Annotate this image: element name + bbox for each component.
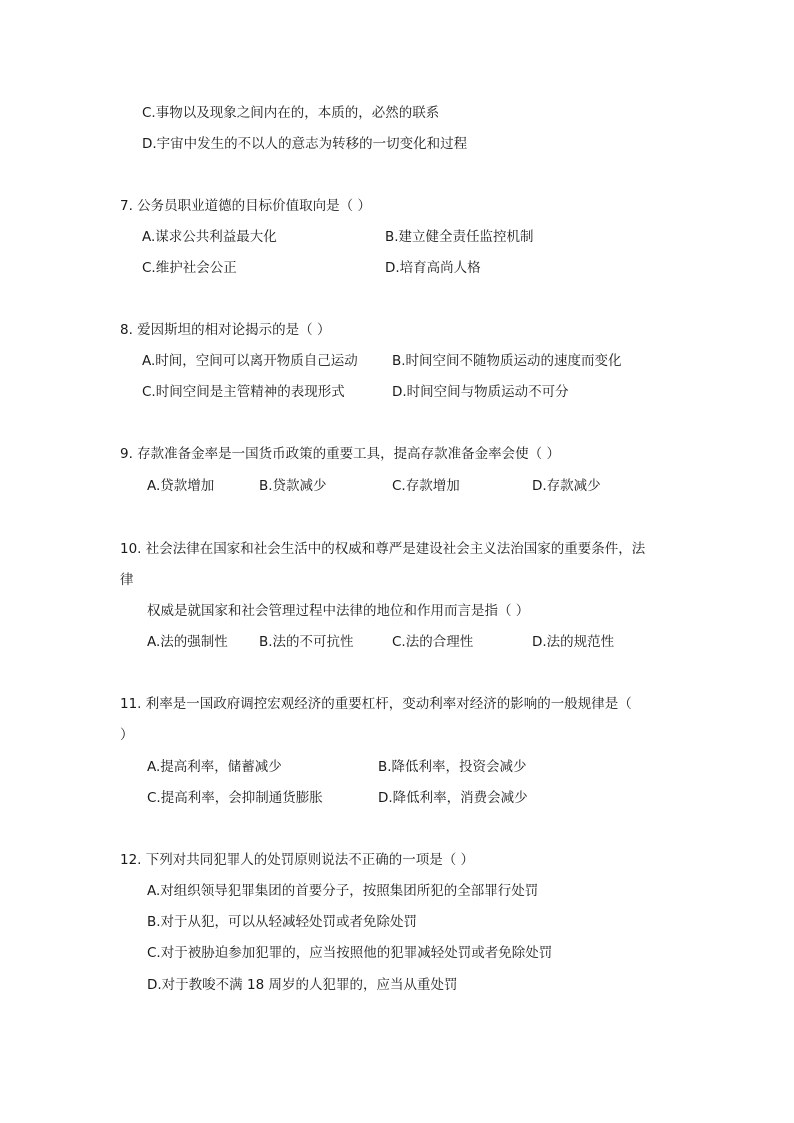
q11-stem-line-1: 11. 利率是一国政府调控宏观经济的重要杠杆，变动利率对经济的影响的一般规律是（ — [120, 696, 632, 712]
q11-option-b: B.降低利率，投资会减少 — [378, 759, 527, 775]
q8-option-a: A.时间，空间可以离开物质自己运动 — [142, 353, 358, 369]
q11-stem-line-2: ） — [120, 727, 134, 743]
q10-option-b: B.法的不可抗性 — [259, 634, 354, 650]
q10-option-d: D.法的规范性 — [532, 634, 615, 650]
q12-option-b: B.对于从犯，可以从轻减轻处罚或者免除处罚 — [147, 914, 418, 930]
q12-stem: 12. 下列对共同犯罪人的处罚原则说法不正确的一项是（ ） — [120, 852, 475, 868]
q9-option-a: A.贷款增加 — [147, 478, 215, 494]
q12-option-d: D.对于教唆不满 18 周岁的人犯罪的，应当从重处罚 — [147, 977, 458, 993]
q12-option-a: A.对组织领导犯罪集团的首要分子，按照集团所犯的全部罪行处罚 — [147, 883, 539, 899]
q12-option-c: C.对于被胁迫参加犯罪的，应当按照他的犯罪减轻处罚或者免除处罚 — [147, 945, 553, 961]
q10-stem-line-3: 权威是就国家和社会管理过程中法律的地位和作用而言是指（ ） — [147, 603, 530, 619]
q10-stem-line-1: 10. 社会法律在国家和社会生活中的权威和尊严是建设社会主义法治国家的重要条件，法 — [120, 541, 646, 557]
q7-option-d: D.培育高尚人格 — [385, 260, 481, 276]
q7-option-a: A.谋求公共利益最大化 — [142, 229, 277, 245]
q9-option-b: B.贷款减少 — [259, 478, 327, 494]
q9-option-d: D.存款减少 — [532, 478, 601, 494]
q8-stem: 8. 爱因斯坦的相对论揭示的是（ ） — [120, 322, 331, 338]
q8-option-d: D.时间空间与物质运动不可分 — [392, 384, 569, 400]
q8-option-c: C.时间空间是主管精神的表现形式 — [142, 384, 345, 400]
q11-option-c: C.提高利率，会抑制通货膨胀 — [147, 790, 323, 806]
q11-option-a: A.提高利率，储蓄减少 — [147, 759, 282, 775]
q10-stem-line-2: 律 — [120, 572, 134, 588]
q9-stem: 9. 存款准备金率是一国货币政策的重要工具，提高存款准备金率会使（ ） — [120, 446, 560, 462]
q10-option-a: A.法的强制性 — [147, 634, 228, 650]
q7-option-b: B.建立健全责任监控机制 — [385, 229, 534, 245]
q11-option-d: D.降低利率，消费会减少 — [378, 790, 528, 806]
q6-option-d: D.宇宙中发生的不以人的意志为转移的一切变化和过程 — [142, 136, 468, 152]
q10-option-c: C.法的合理性 — [392, 634, 474, 650]
q7-stem: 7. 公务员职业道德的目标价值取向是（ ） — [120, 198, 371, 214]
q8-option-b: B.时间空间不随物质运动的速度而变化 — [392, 353, 622, 369]
q9-option-c: C.存款增加 — [392, 478, 460, 494]
q6-option-c: C.事物以及现象之间内在的，本质的，必然的联系 — [142, 105, 440, 121]
q7-option-c: C.维护社会公正 — [142, 260, 237, 276]
